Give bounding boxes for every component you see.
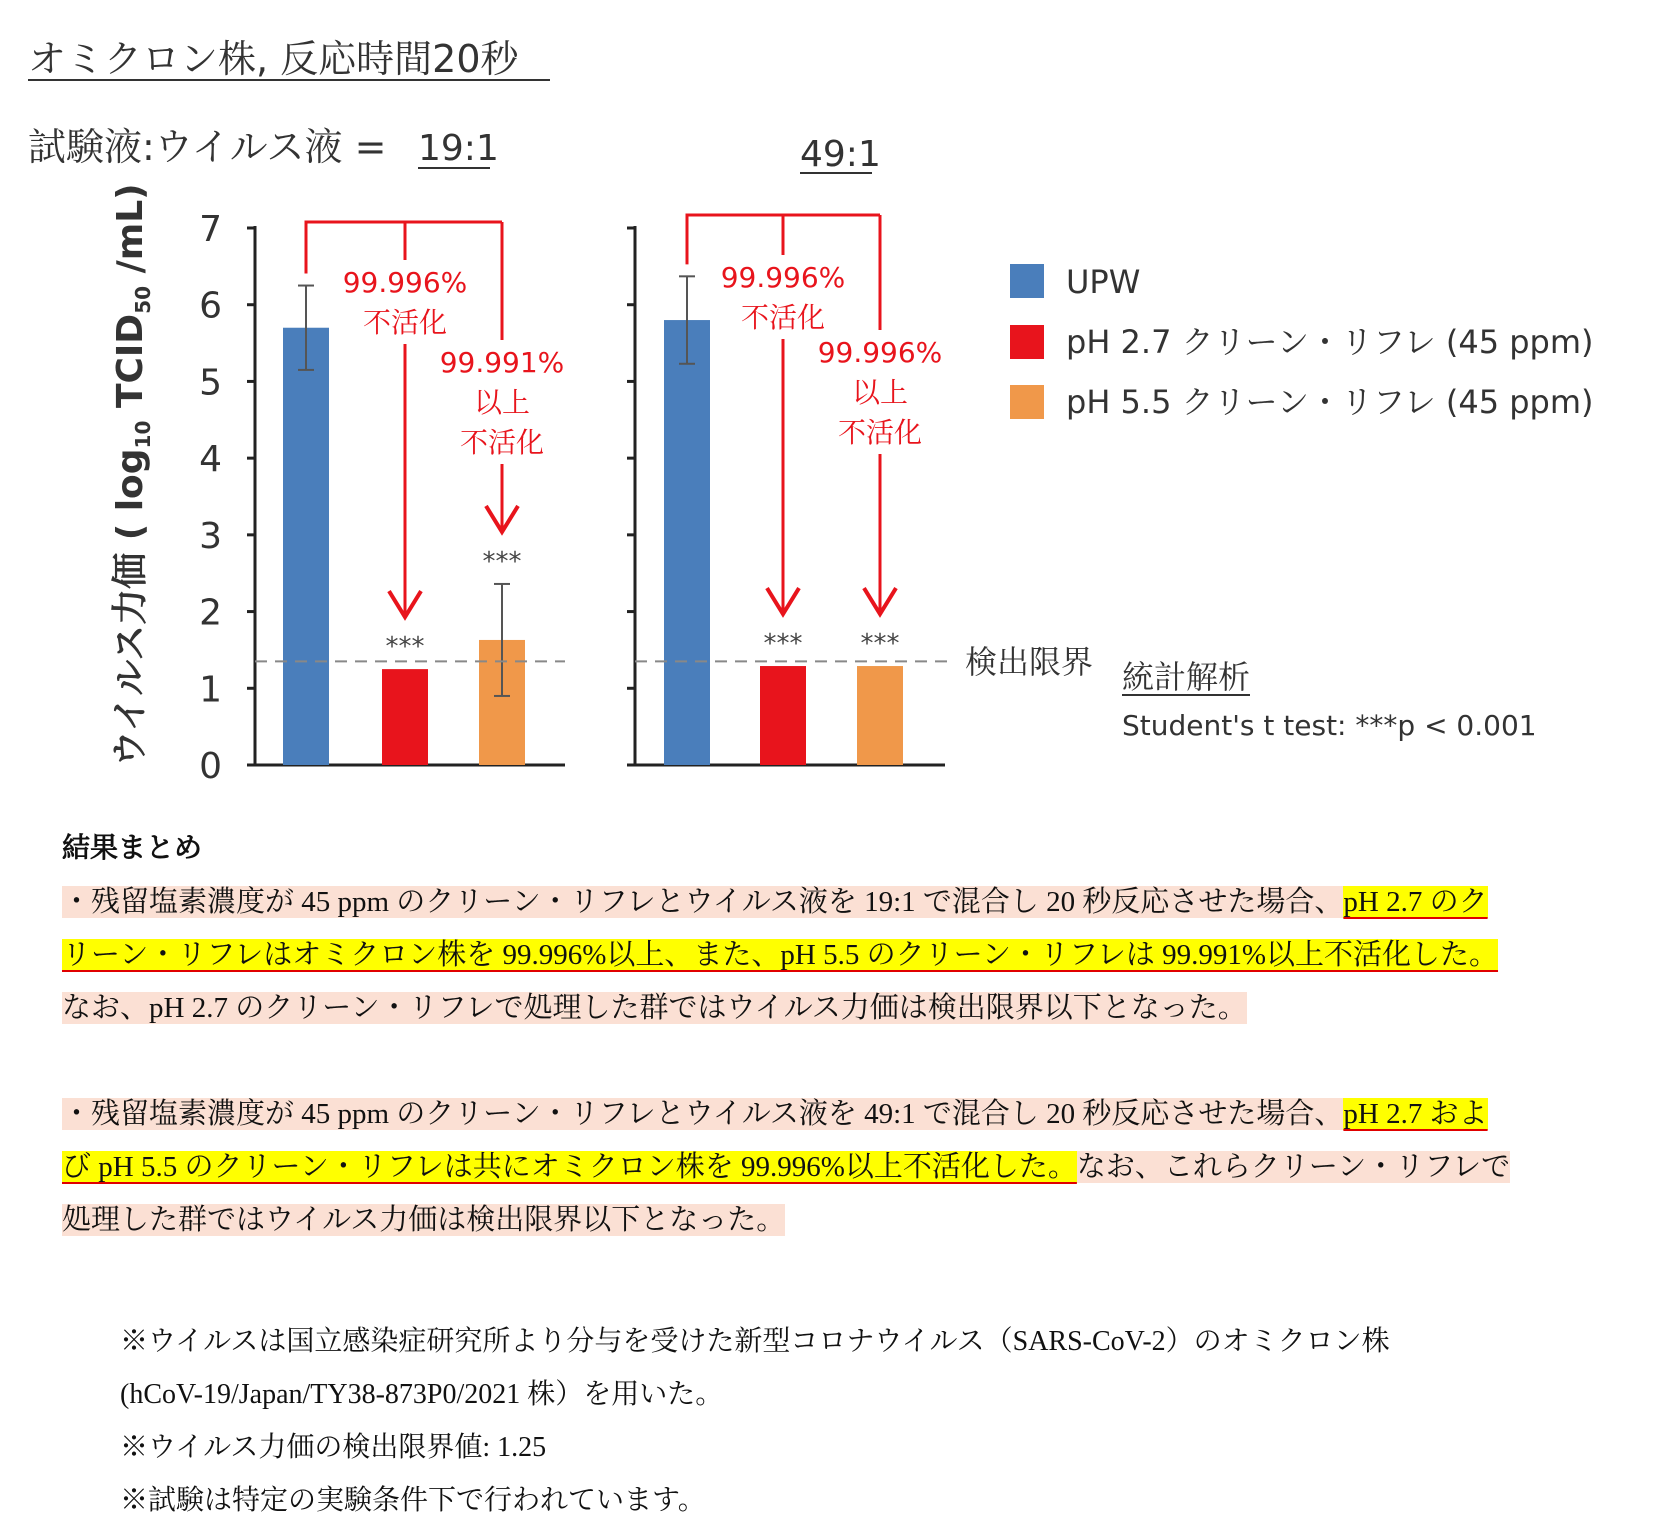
bar [664,320,710,765]
legend-label-ph27: pH 2.7 クリーン・リフレ (45 ppm) [1066,323,1594,361]
legend-swatch-upw [1010,264,1044,298]
inactivation-annotation: 99.996% [720,261,846,294]
chart-1-title: 19:1 [418,128,499,169]
significance-label: *** [860,629,900,660]
y-tick-label: 3 [199,515,222,557]
figure-title: オミクロン株, 反応時間20秒 [28,37,519,81]
summary-title: 結果まとめ [62,831,203,864]
y-tick-label: 4 [199,439,222,481]
inactivation-annotation: 99.996% [817,336,943,369]
bar [857,666,903,765]
inactivation-annotation: 以上 [851,376,909,409]
chart-2-title: 49:1 [800,134,881,175]
paragraph-line [62,982,1622,1035]
y-axis-label [110,183,155,766]
legend-swatch-ph27 [1010,325,1044,359]
note-detection-limit: ※ウイルス力価の検出限界値: 1.25 [120,1432,547,1463]
summary-text: 処理した群ではウイルス力価は検出限界以下となった。 [62,1204,786,1236]
summary-text: ・残留塩素濃度が 45 ppm のクリーン・リフレとウイルス液を 49:1 で混合し 20 秒反応させた場合、 [62,1098,1344,1130]
legend-label-upw: UPW [1066,263,1141,301]
legend [1010,263,1594,421]
bar [382,669,428,765]
y-tick-label: 2 [199,592,222,634]
highlighted-text: び pH 5.5 のクリーン・リフレは共にオミクロン株を 99.996%以上不活化した。 [62,1151,1077,1183]
inactivation-annotation: 不活化 [740,301,826,334]
bar [283,328,329,765]
paragraph-line [62,1194,1622,1247]
y-tick-label: 7 [199,209,222,250]
notes [120,1315,1390,1527]
paragraph-line [62,876,1622,929]
chart-19-1 [199,209,565,787]
chart-49-1 [627,215,945,765]
legend-swatch-ph55 [1010,385,1044,419]
legend-label-ph55: pH 5.5 クリーン・リフレ (45 ppm) [1066,383,1594,421]
stats-title: 統計解析 [1122,658,1251,696]
significance-label: *** [763,629,803,660]
stats-text: Student's t test: ***p < 0.001 [1122,709,1537,742]
note-conditions: ※試験は特定の実験条件下で行われています。 [120,1485,706,1516]
inactivation-annotation: 以上 [473,386,531,419]
detection-limit-label: 検出限界 [965,643,1094,681]
inactivation-annotation: 不活化 [837,416,923,449]
svg-text:ウイルス力価 ( log10 TCID50 /mL): ウイルス力価 ( $\log_{10}$ $TCID_{50}$ /mL) [110,183,155,767]
paragraph-line [62,1141,1622,1194]
bar [760,666,806,765]
y-tick-label: 0 [199,746,222,787]
highlighted-text: pH 2.7 およ [1343,1098,1488,1130]
paragraph-line [62,929,1622,982]
significance-label: *** [482,546,522,577]
highlighted-text: pH 2.7 のク [1343,886,1488,918]
summary-text: なお、これらクリーン・リフレで [1076,1151,1511,1183]
ratio-label: 試験液:ウイルス液 = [28,125,387,169]
y-tick-label: 1 [199,669,222,711]
summary-text: ・残留塩素濃度が 45 ppm のクリーン・リフレとウイルス液を 19:1 で混合し 20 秒反応させた場合、 [62,886,1344,918]
summary-paragraph-49-1 [62,1088,1622,1247]
inactivation-annotation: 99.991% [439,346,565,379]
significance-label: *** [385,632,425,663]
summary-paragraph-19-1 [62,876,1622,1035]
paragraph-line [62,1088,1622,1141]
highlighted-text: リーン・リフレはオミクロン株を 99.996%以上、また、pH 5.5 のクリーン・リフレは 99.991%以上不活化した。 [62,939,1499,971]
inactivation-annotation: 不活化 [459,426,545,459]
note-virus-source: ※ウイルスは国立感染症研究所より分与を受けた新型コロナウイルス（SARS-CoV-2）のオミクロン株 [120,1326,1390,1357]
summary-text: なお、pH 2.7 のクリーン・リフレで処理した群ではウイルス力価は検出限界以下となった。 [62,992,1247,1024]
y-tick-label: 6 [199,285,222,327]
y-tick-label: 5 [199,362,222,404]
note-strain: (hCoV-19/Japan/TY38-873P0/2021 株）を用いた。 [120,1379,724,1410]
inactivation-annotation: 不活化 [362,306,448,339]
inactivation-annotation: 99.996% [342,266,468,299]
